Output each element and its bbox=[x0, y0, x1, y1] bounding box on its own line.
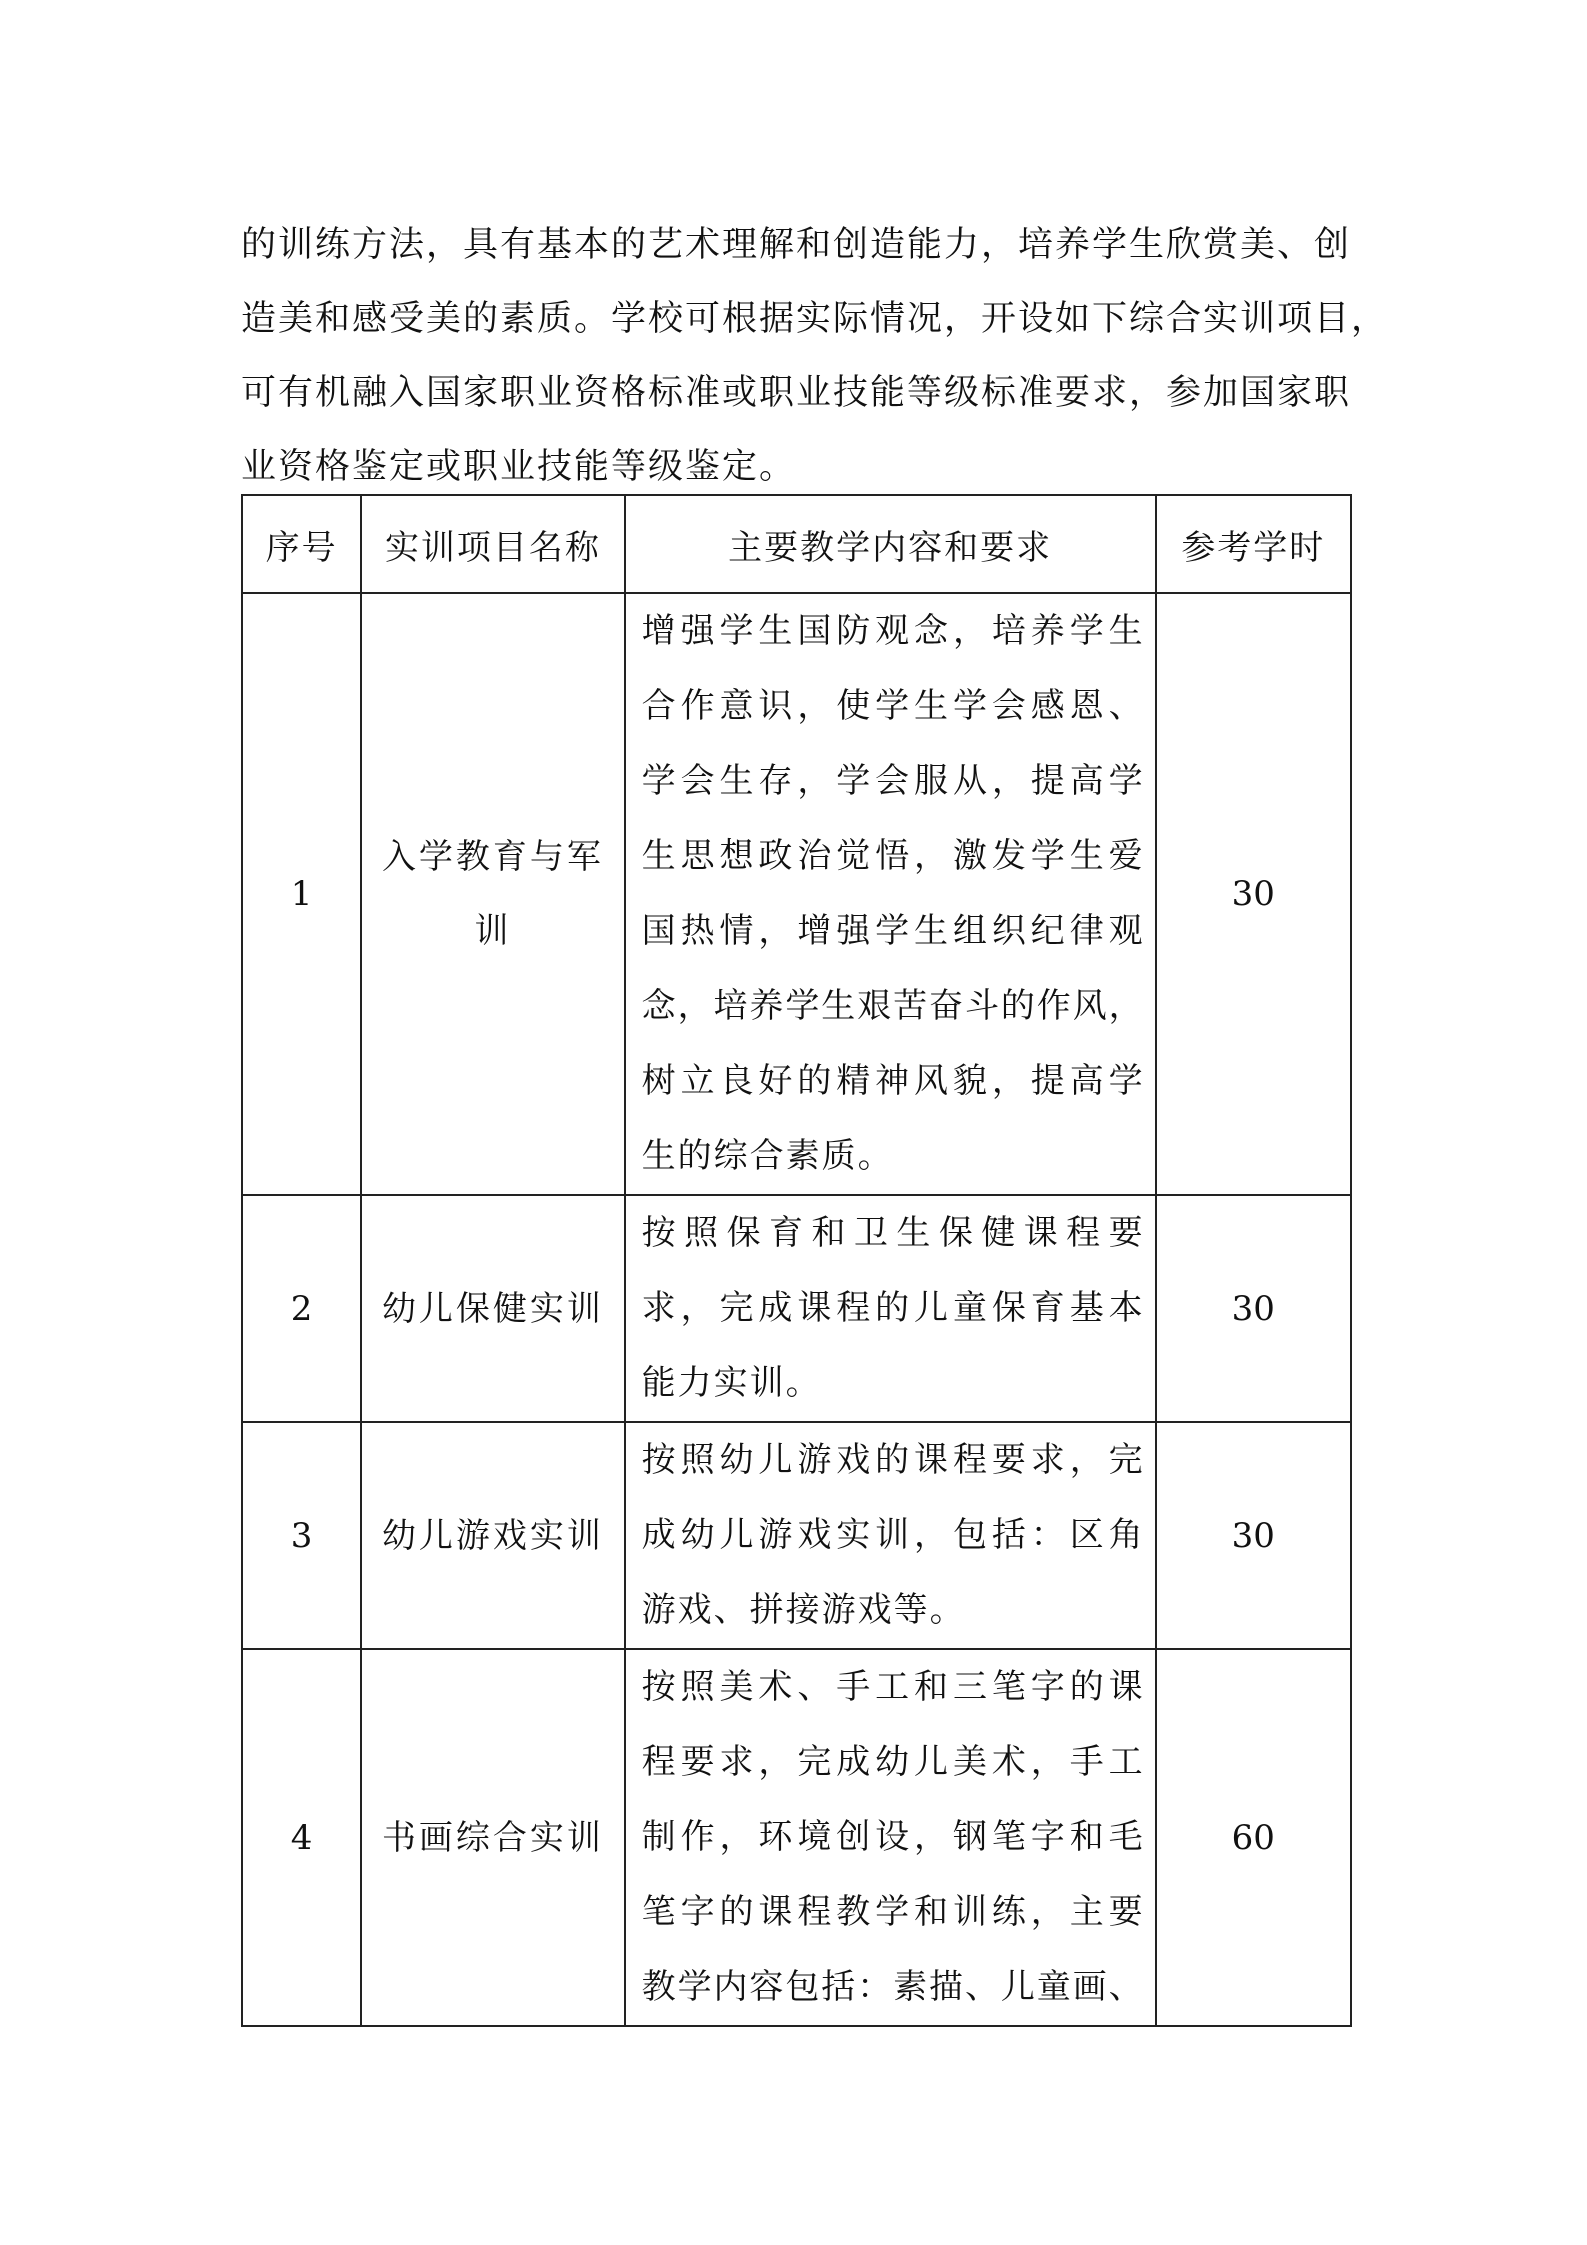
row-hours: 30 bbox=[1156, 593, 1351, 1195]
row-content bbox=[625, 1195, 1156, 1422]
row-num: 4 bbox=[242, 1649, 361, 2026]
content-line: 按照幼儿游戏的课程要求，完 bbox=[641, 1440, 1143, 1480]
intro-paragraph bbox=[241, 208, 1389, 504]
content-line: 合作意识，使学生学会感恩、 bbox=[641, 686, 1143, 726]
row-name: 书画综合实训 bbox=[361, 1649, 624, 2026]
content-line: 能力实训。 bbox=[641, 1363, 822, 1403]
header-num: 序号 bbox=[242, 495, 361, 593]
intro-line: 造美和感受美的素质。学校可根据实际情况，开设如下综合实训项目， bbox=[241, 299, 1389, 339]
row-hours: 30 bbox=[1156, 1195, 1351, 1422]
training-projects-table bbox=[241, 494, 1352, 2027]
table-row bbox=[242, 1422, 1351, 1649]
content-line: 游戏、拼接游戏等。 bbox=[641, 1590, 966, 1630]
row-content bbox=[625, 1422, 1156, 1649]
row-num: 1 bbox=[242, 593, 361, 1195]
row-hours: 60 bbox=[1156, 1649, 1351, 2026]
content-line: 教学内容包括：素描、儿童画、 bbox=[641, 1967, 1143, 2007]
table-row bbox=[242, 1649, 1351, 2026]
content-line: 按照保育和卫生保健课程要 bbox=[641, 1213, 1143, 1253]
header-hours: 参考学时 bbox=[1156, 495, 1351, 593]
content-line: 念，培养学生艰苦奋斗的作风， bbox=[641, 986, 1143, 1026]
content-line: 生的综合素质。 bbox=[641, 1136, 894, 1176]
row-content bbox=[625, 1649, 1156, 2026]
intro-line: 业资格鉴定或职业技能等级鉴定。 bbox=[241, 447, 797, 487]
content-line: 学会生存，学会服从，提高学 bbox=[641, 761, 1143, 801]
row-content bbox=[625, 593, 1156, 1195]
intro-line: 的训练方法，具有基本的艺术理解和创造能力，培养学生欣赏美、创 bbox=[241, 225, 1352, 265]
content-line: 笔字的课程教学和训练，主要 bbox=[641, 1892, 1143, 1932]
content-line: 求，完成课程的儿童保育基本 bbox=[641, 1288, 1143, 1328]
header-name: 实训项目名称 bbox=[361, 495, 624, 593]
content-line: 树立良好的精神风貌，提高学 bbox=[641, 1061, 1143, 1101]
content-line: 程要求，完成幼儿美术，手工 bbox=[641, 1742, 1143, 1782]
row-hours: 30 bbox=[1156, 1422, 1351, 1649]
content-line: 成幼儿游戏实训，包括：区角 bbox=[641, 1515, 1143, 1555]
row-name: 幼儿保健实训 bbox=[361, 1195, 624, 1422]
content-line: 按照美术、手工和三笔字的课 bbox=[641, 1667, 1143, 1707]
content-line: 增强学生国防观念，培养学生 bbox=[641, 611, 1143, 651]
table-row bbox=[242, 593, 1351, 1195]
row-num: 2 bbox=[242, 1195, 361, 1422]
table-header-row bbox=[242, 495, 1351, 593]
row-name: 幼儿游戏实训 bbox=[361, 1422, 624, 1649]
intro-line: 可有机融入国家职业资格标准或职业技能等级标准要求，参加国家职 bbox=[241, 373, 1352, 413]
content-line: 国热情，增强学生组织纪律观 bbox=[641, 911, 1143, 951]
table-row bbox=[242, 1195, 1351, 1422]
content-line: 制作，环境创设，钢笔字和毛 bbox=[641, 1817, 1143, 1857]
content-line: 生思想政治觉悟，激发学生爱 bbox=[641, 836, 1143, 876]
row-name: 入学教育与军训 bbox=[361, 593, 624, 1195]
row-num: 3 bbox=[242, 1422, 361, 1649]
header-content: 主要教学内容和要求 bbox=[625, 495, 1156, 593]
